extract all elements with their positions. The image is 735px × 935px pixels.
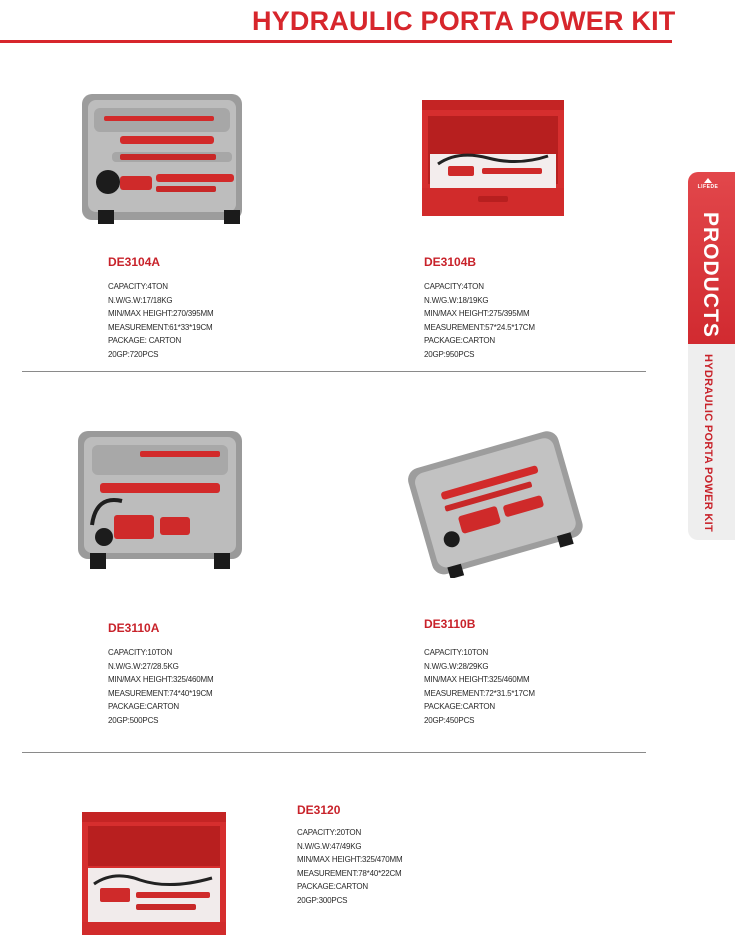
- side-tab-products: [688, 172, 735, 344]
- product-photo-de3104a: [64, 82, 254, 242]
- product-model: DE3110B: [424, 617, 476, 631]
- product-photo-de3120: [80, 808, 228, 935]
- spec-line: N.W/G.W:27/28.5KG: [108, 661, 179, 671]
- spec-line: MEASUREMENT:57*24.5*17CM: [424, 322, 535, 332]
- product-model: DE3110A: [108, 621, 160, 635]
- logo-triangle-icon: [704, 178, 712, 183]
- spec-line: MEASUREMENT:78*40*22CM: [297, 868, 402, 878]
- spec-line: N.W/G.W:47/49KG: [297, 841, 362, 851]
- lifede-logo: [696, 178, 720, 192]
- spec-line: PACKAGE:CARTON: [424, 336, 495, 345]
- product-photo-de3110b: [404, 418, 584, 578]
- product-specs: [108, 280, 213, 361]
- page-title: HYDRAULIC PORTA POWER KIT: [252, 6, 676, 36]
- spec-line: N.W/G.W:17/18KG: [108, 295, 173, 305]
- spec-line: MIN/MAX HEIGHT:325/460MM: [108, 675, 214, 684]
- spec-line: MIN/MAX HEIGHT:325/460MM: [424, 675, 530, 684]
- product-specs: [297, 826, 402, 907]
- side-section-tab: [688, 172, 735, 540]
- product-specs: [108, 646, 213, 727]
- spec-line: CAPACITY:20TON: [297, 828, 362, 837]
- spec-line: CAPACITY:10TON: [108, 648, 173, 657]
- logo-text: LIFEDE: [697, 184, 719, 190]
- spec-line: N.W/G.W:28/29KG: [424, 661, 489, 671]
- product-specs: [424, 646, 535, 727]
- product-model: DE3120: [297, 803, 341, 817]
- spec-line: 20GP:450PCS: [424, 715, 475, 725]
- spec-line: MIN/MAX HEIGHT:325/470MM: [297, 855, 403, 864]
- spec-line: MEASUREMENT:72*31.5*17CM: [424, 688, 535, 698]
- product-model: DE3104B: [424, 255, 477, 269]
- section-divider: [22, 752, 646, 753]
- product-model: DE3104A: [108, 255, 161, 269]
- spec-line: MEASUREMENT:61*33*19CM: [108, 322, 213, 332]
- side-tab-section-label: PRODUCTS: [699, 212, 722, 338]
- spec-line: 20GP:500PCS: [108, 715, 159, 725]
- product-photo-de3110a: [70, 425, 250, 575]
- spec-line: MIN/MAX HEIGHT:270/395MM: [108, 309, 214, 318]
- product-specs: [424, 280, 535, 361]
- spec-line: CAPACITY:10TON: [424, 648, 489, 657]
- spec-line: 20GP:950PCS: [424, 349, 475, 359]
- side-tab-category-label: HYDRAULIC PORTA POWER KIT: [702, 354, 714, 532]
- side-tab-category: [688, 344, 735, 540]
- spec-line: PACKAGE:CARTON: [297, 882, 368, 891]
- spec-line: 20GP:720PCS: [108, 349, 159, 359]
- spec-line: N.W/G.W:18/19KG: [424, 295, 489, 305]
- section-divider: [22, 371, 646, 372]
- spec-line: PACKAGE:CARTON: [108, 702, 179, 711]
- spec-line: PACKAGE:CARTON: [424, 702, 495, 711]
- spec-line: MEASUREMENT:74*40*19CM: [108, 688, 213, 698]
- spec-line: 20GP:300PCS: [297, 895, 348, 905]
- spec-line: PACKAGE: CARTON: [108, 336, 182, 345]
- spec-line: CAPACITY:4TON: [108, 282, 168, 291]
- title-rule: [0, 40, 672, 43]
- spec-line: CAPACITY:4TON: [424, 282, 484, 291]
- spec-line: MIN/MAX HEIGHT:275/395MM: [424, 309, 530, 318]
- product-photo-de3104b: [418, 96, 568, 221]
